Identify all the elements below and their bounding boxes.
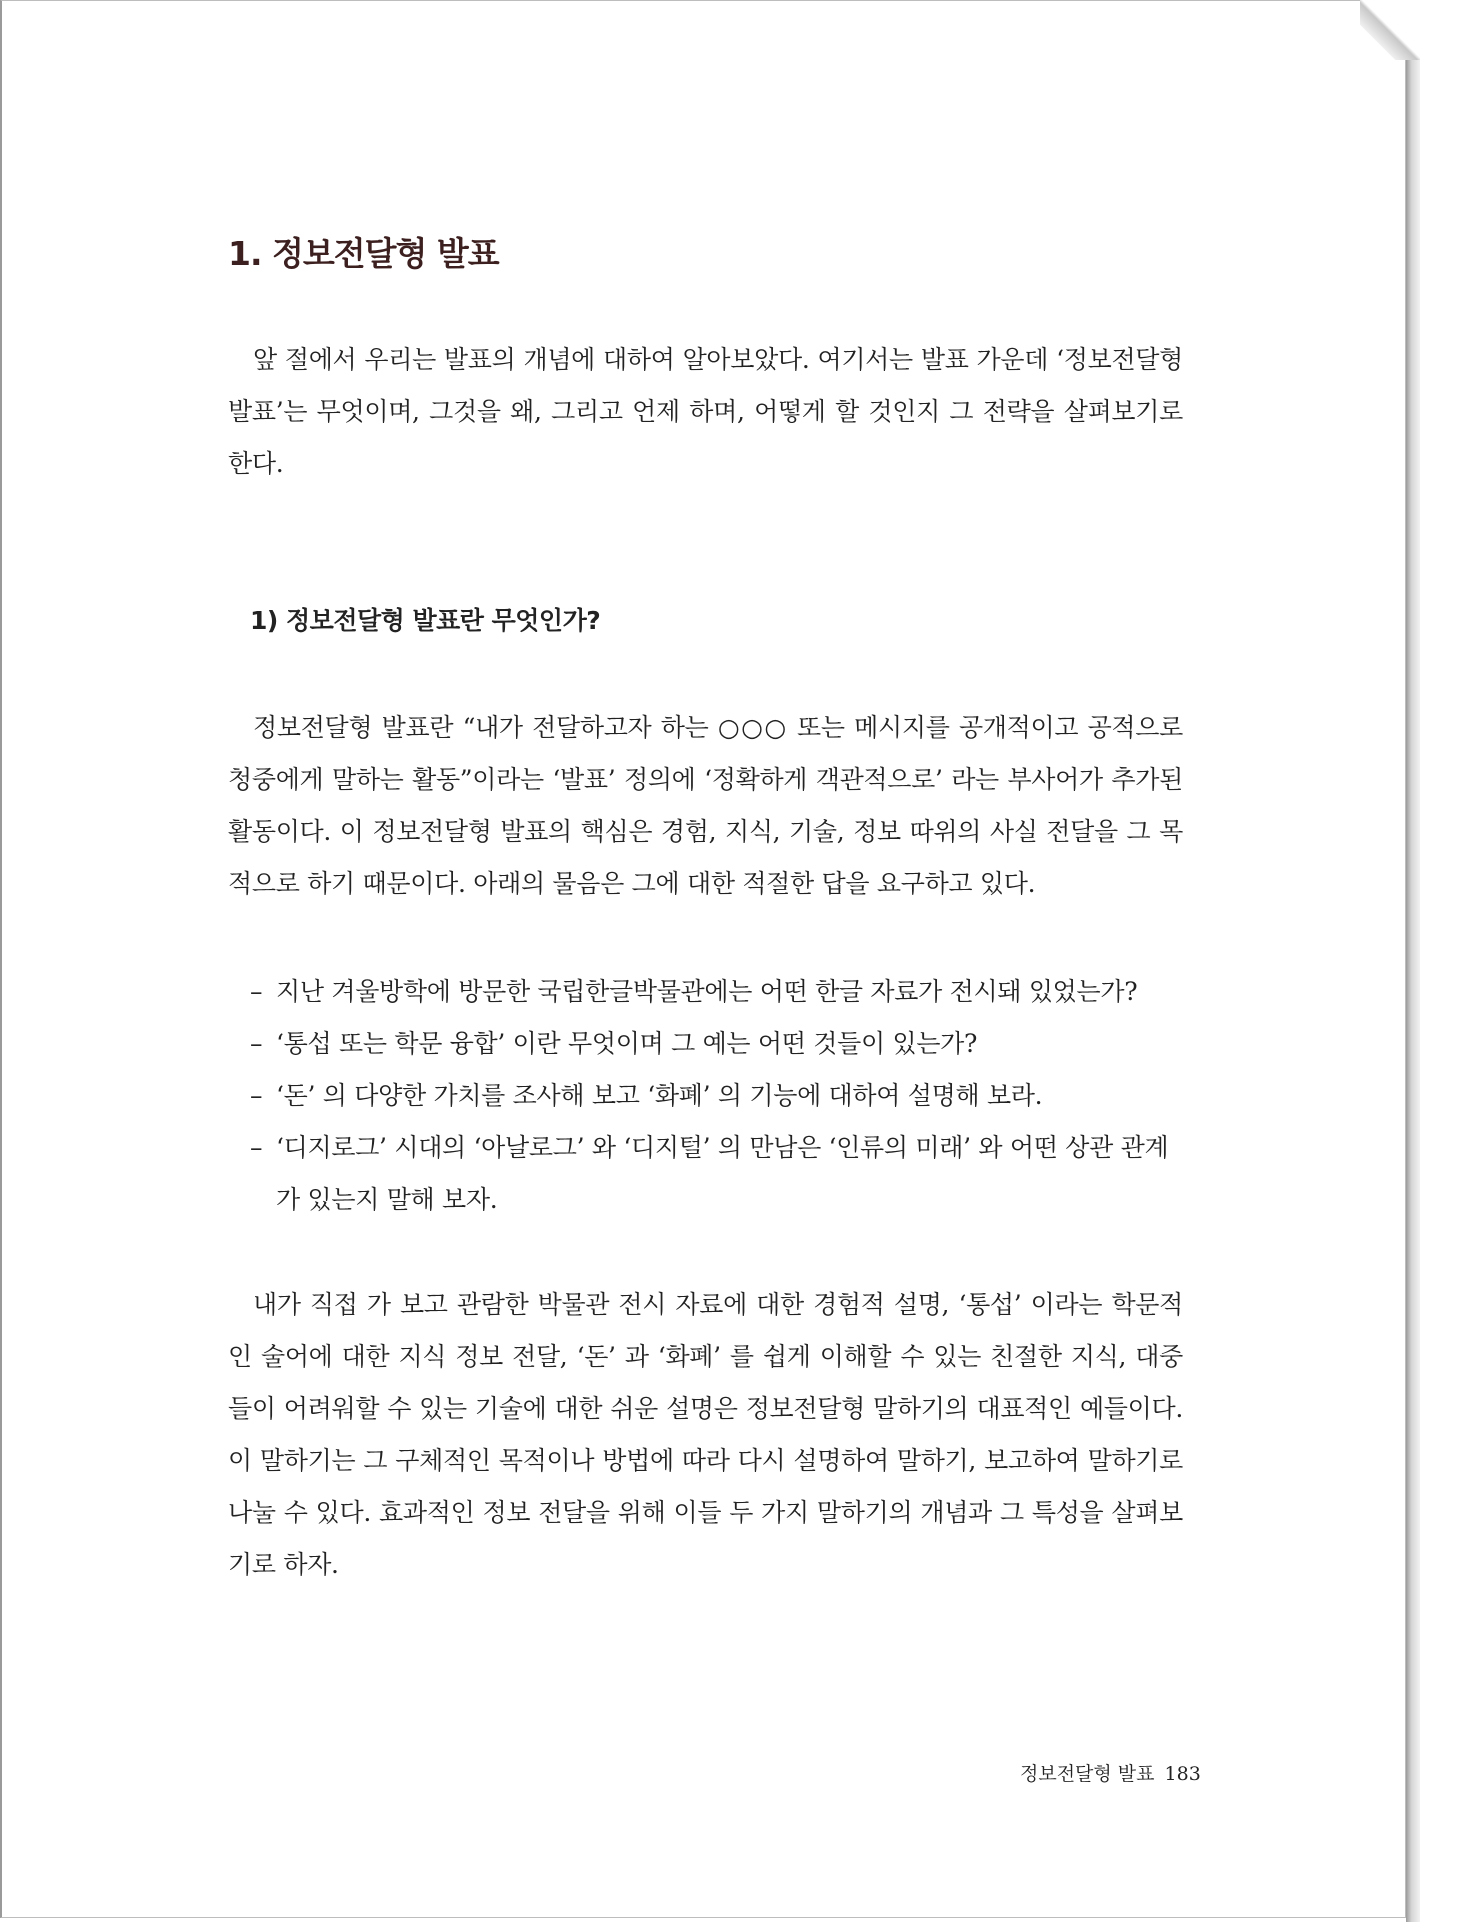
dash-bullet: – (250, 1133, 263, 1162)
dash-bullet: – (250, 977, 263, 1006)
list-item (250, 1070, 1183, 1122)
page-corner-curl (1360, 0, 1420, 60)
page-number: 183 (1164, 1763, 1201, 1785)
question-text: ‘디지로그’ 시대의 ‘아날로그’ 와 ‘디지털’ 의 만남은 ‘인류의 미래’ 와 어떤 상관 관계가 있는지 말해 보자. (276, 1133, 1169, 1214)
question-text: ‘통섭 또는 학문 융합’ 이란 무엇이며 그 예는 어떤 것들이 있는가? (276, 1029, 978, 1058)
summary-paragraph: 내가 직접 가 보고 관람한 박물관 전시 자료에 대한 경험적 설명, ‘통섭’ 이라는 학문적인 술어에 대한 지식 정보 전달, ‘돈’ 과 ‘화폐’ 를 쉽게 이해할 수 있는 친절한 지식, 대중들이 어려워할 수 있는 기술에 대한 쉬운 설명은 정보전달형 말하기의 대표적인 예들이다. 이 말하기는 그 구체적인 목적이나 방법에 따라 다시 설명하여 말하기, 보고하여 말하기로 나눌 수 있다. 효과적인 정보 전달을 위해 이들 두 가지 말하기의 개념과 그 특성을 살펴보기로 하자. (228, 1290, 1183, 1579)
running-title: 정보전달형 발표 (1020, 1763, 1155, 1785)
definition-paragraph: 정보전달형 발표란 “내가 전달하고자 하는 ○○○ 또는 메시지를 공개적이고 공적으로 청중에게 말하는 활동”이라는 ‘발표’ 정의에 ‘정확하게 객관적으로’ 라는 부사어가 추가된 활동이다. 이 정보전달형 발표의 핵심은 경험, 지식, 기술, 정보 따위의 사실 전달을 그 목적으로 하기 때문이다. 아래의 물음은 그에 대한 적절한 답을 요구하고 있다. (228, 713, 1183, 898)
question-text: 지난 겨울방학에 방문한 국립한글박물관에는 어떤 한글 자료가 전시돼 있었는가? (276, 977, 1138, 1006)
list-item (250, 966, 1183, 1018)
dash-bullet: – (250, 1081, 263, 1110)
section-title: 1. 정보전달형 발표 (228, 234, 499, 273)
page-footer (1020, 1759, 1201, 1786)
dash-bullet: – (250, 1029, 263, 1058)
subsection-title: 1) 정보전달형 발표란 무엇인가? (250, 606, 601, 635)
intro-paragraph: 앞 절에서 우리는 발표의 개념에 대하여 알아보았다. 여기서는 발표 가운데 ‘정보전달형 발표’는 무엇이며, 그것을 왜, 그리고 언제 하며, 어떻게 할 것인지 그 전략을 살펴보기로 한다. (228, 345, 1183, 478)
question-text: ‘돈’ 의 다양한 가치를 조사해 보고 ‘화폐’ 의 기능에 대하여 설명해 보라. (276, 1081, 1043, 1110)
list-item (250, 1122, 1183, 1226)
page-edge-shadow (1406, 4, 1420, 1922)
list-item (250, 1018, 1183, 1070)
question-list (250, 966, 1183, 1226)
